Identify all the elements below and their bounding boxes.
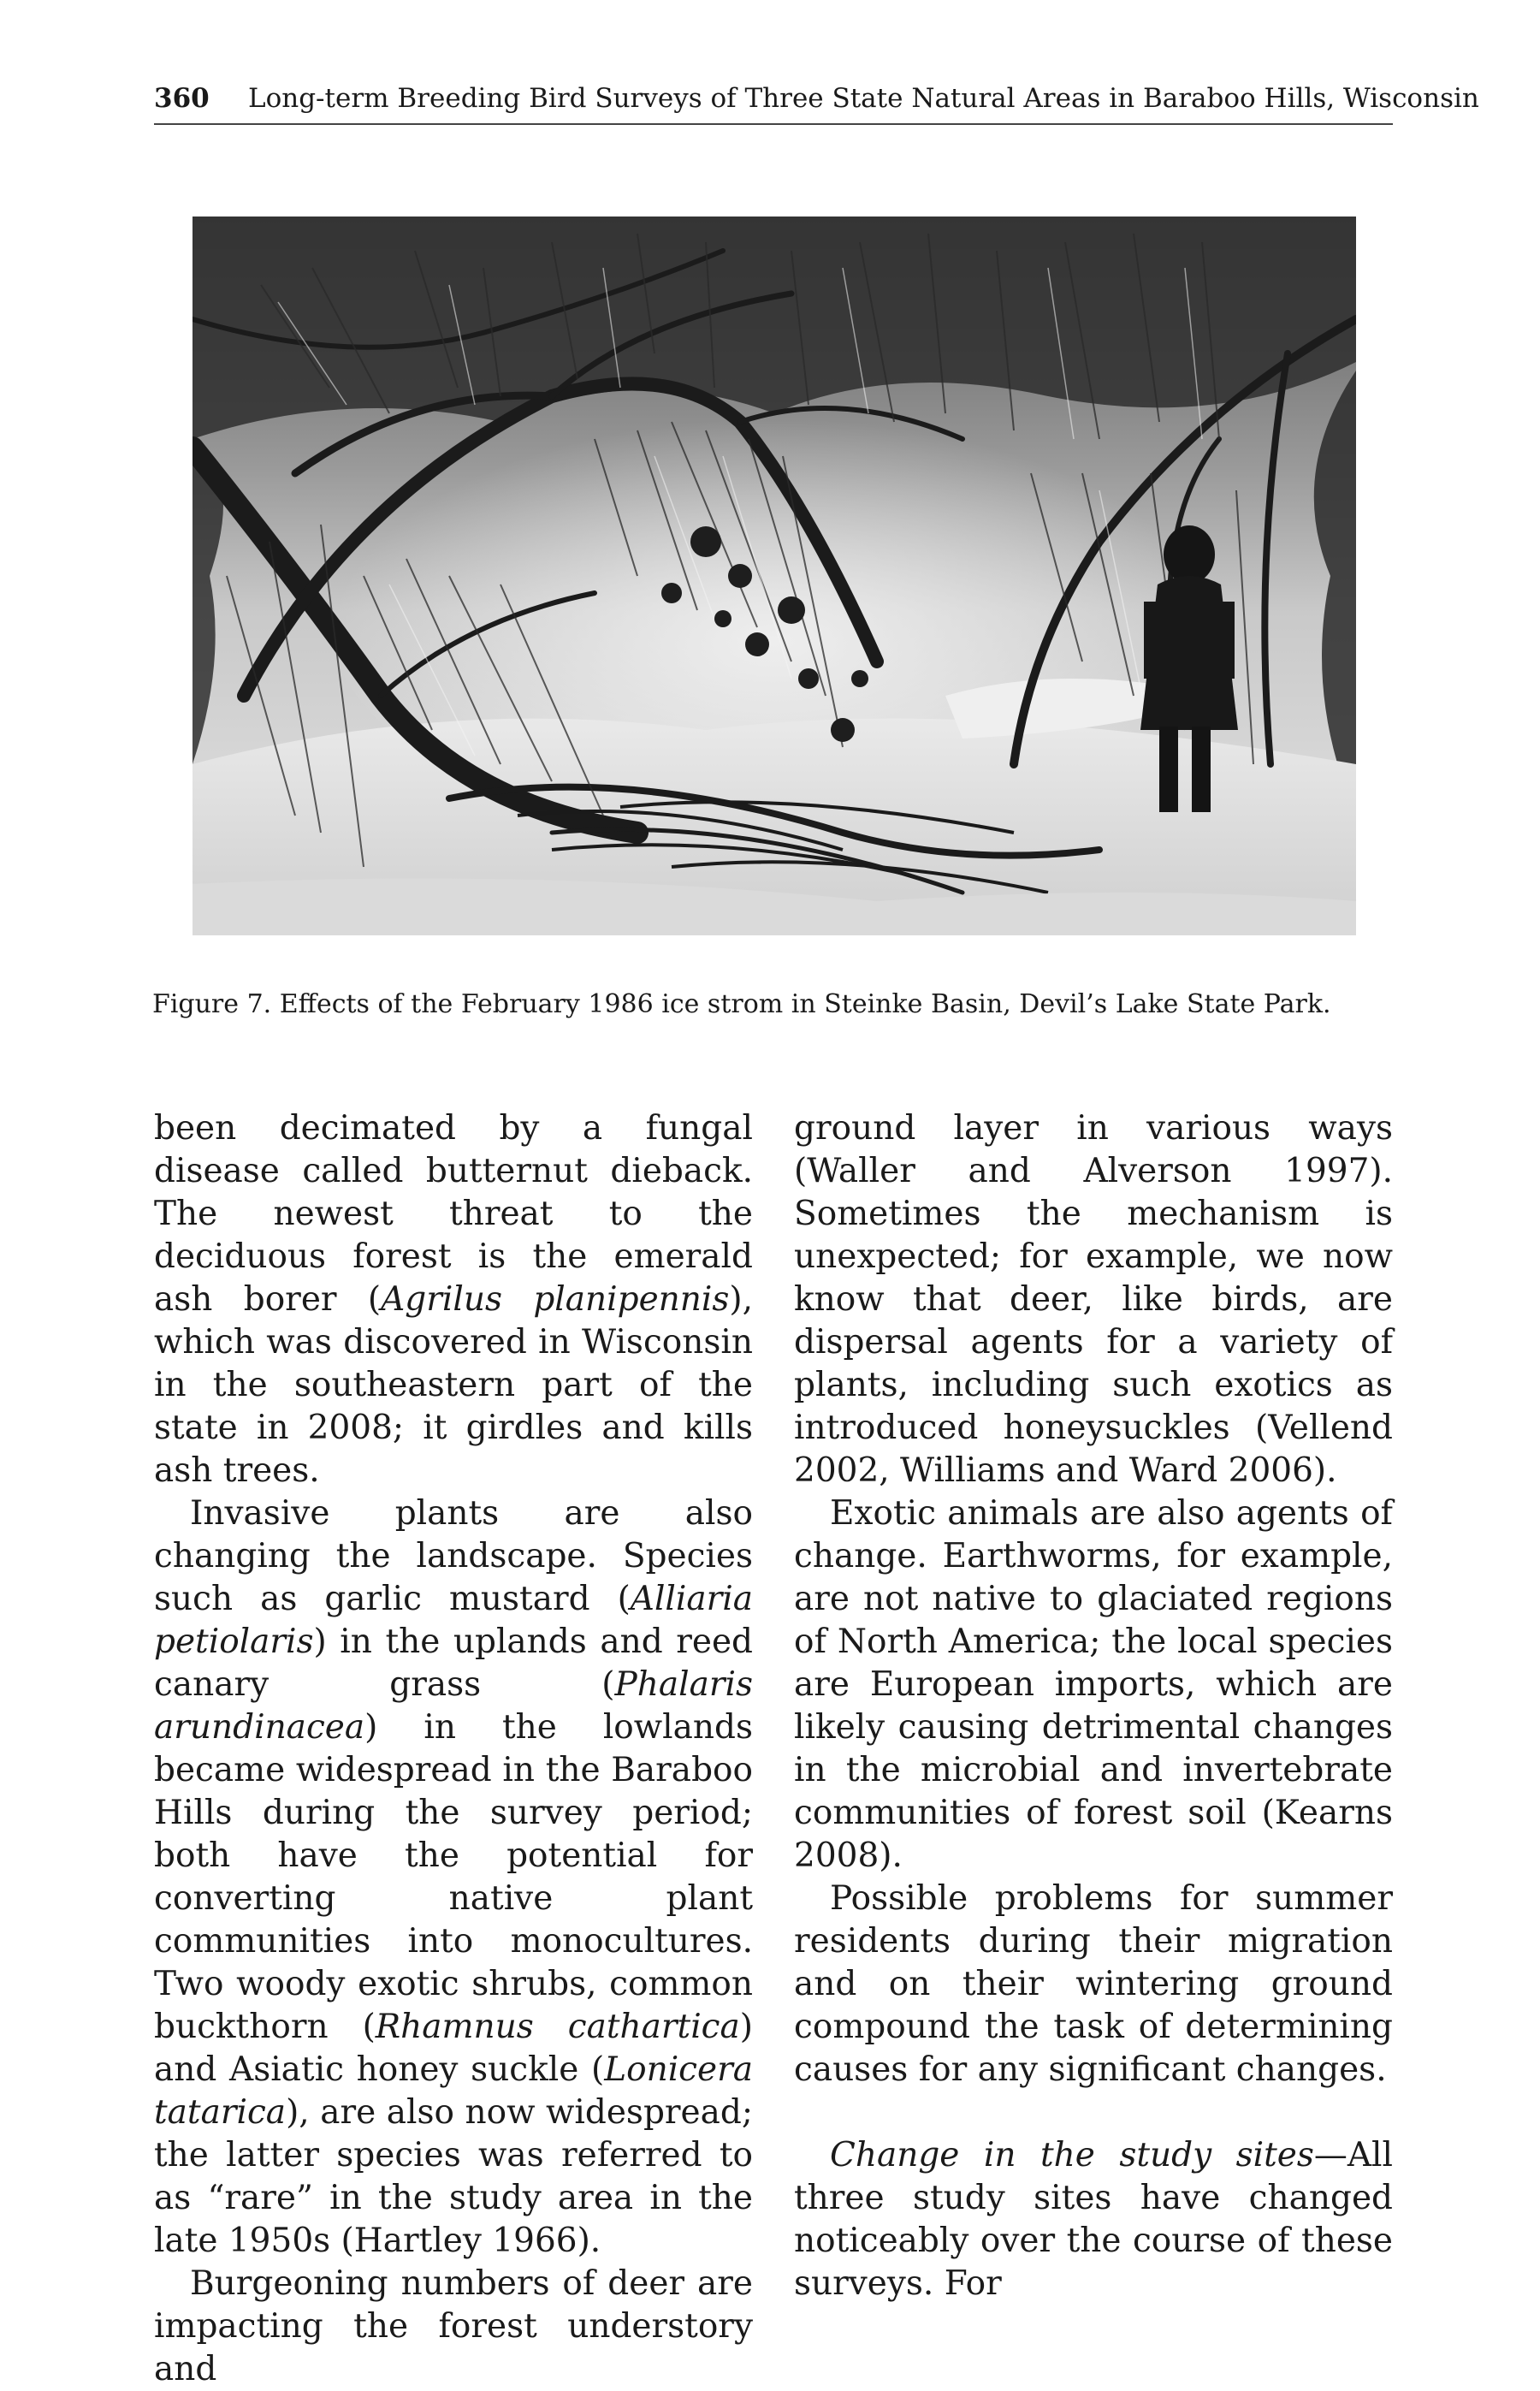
text-run: ) in the uplands and reed canary grass (: [154, 1623, 753, 1704]
running-head: [154, 82, 1479, 115]
species-name: Lonicera tatarica: [154, 2050, 753, 2132]
figure-caption: Figure 7. Effects of the February 1986 ice strom in Steinke Basin, Devil’s Lake State Park.: [152, 989, 1331, 1019]
text-run: Invasive plants are also changing the landscape. Species such as garlic mustard (: [154, 1494, 753, 1618]
species-name: Rhamnus cathartica: [375, 2008, 740, 2046]
paragraph: Exotic animals are also agents of change. Earthworms, for example, are not native to glaciated regions of North America; the local species are European imports, which are likely causing detrimental changes in the microbial and invertebrate communities of forest soil (Kearns 2008).: [794, 1494, 1393, 1875]
header-rule: [154, 123, 1393, 125]
running-title: Long-term Breeding Bird Surveys of Three State Natural Areas in Baraboo Hills, Wisconsin: [248, 83, 1479, 114]
text-run: ) in the lowlands became widespread in the Baraboo Hills during the survey period; both have the potential for converting native plant communities into monocultures. Two woody exotic shrubs, common buckthorn (: [154, 1708, 753, 2046]
text-run: ), which was discovered in Wisconsin in the southeastern part of the state in 2008; it girdles and kills ash trees.: [154, 1280, 753, 1490]
section-run-in-heading: Change in the study sites: [830, 2136, 1314, 2174]
species-name: Agrilus planipennis: [381, 1280, 730, 1319]
paragraph: Possible problems for summer residents during their migration and on their wintering ground compound the task of determining causes for any significant changes.: [794, 1879, 1393, 2089]
text-run: —All three study sites have changed noticeably over the course of these surveys. For: [794, 2136, 1393, 2303]
page-number: 360: [154, 83, 210, 114]
paragraph: ground layer in various ways (Waller and Alverson 1997). Sometimes the mechanism is unexpected; for example, we now know that deer, like birds, are dispersal agents for a variety of plants, including such exotics as introduced honeysuckles (Vellend 2002, Williams and Ward 2006).: [794, 1109, 1393, 1490]
figure-ice-storm-photo: [192, 217, 1356, 935]
left-column: [154, 1107, 753, 2391]
text-run: ), are also now widespread; the latter species was referred to as “rare” in the study area in the late 1950s (Hartley 1966).: [154, 2093, 753, 2260]
right-column: [794, 1107, 1393, 2305]
species-name: Alliaria petiolaris: [154, 1580, 753, 1661]
paragraph: [794, 2134, 1393, 2305]
paragraph: [154, 1107, 753, 1492]
text-run: ) and Asiatic honey suckle (: [154, 2008, 753, 2089]
text-run: been decimated by a fungal disease called butternut dieback. The newest threat to the deciduous forest is the emerald ash borer (: [154, 1109, 753, 1319]
ice-storm-photo-illustration: [192, 217, 1356, 935]
paragraph: Burgeoning numbers of deer are impacting the forest understory and: [154, 2264, 753, 2388]
species-name: Phalaris arundinacea: [154, 1665, 753, 1747]
paragraph: [154, 1492, 753, 2263]
